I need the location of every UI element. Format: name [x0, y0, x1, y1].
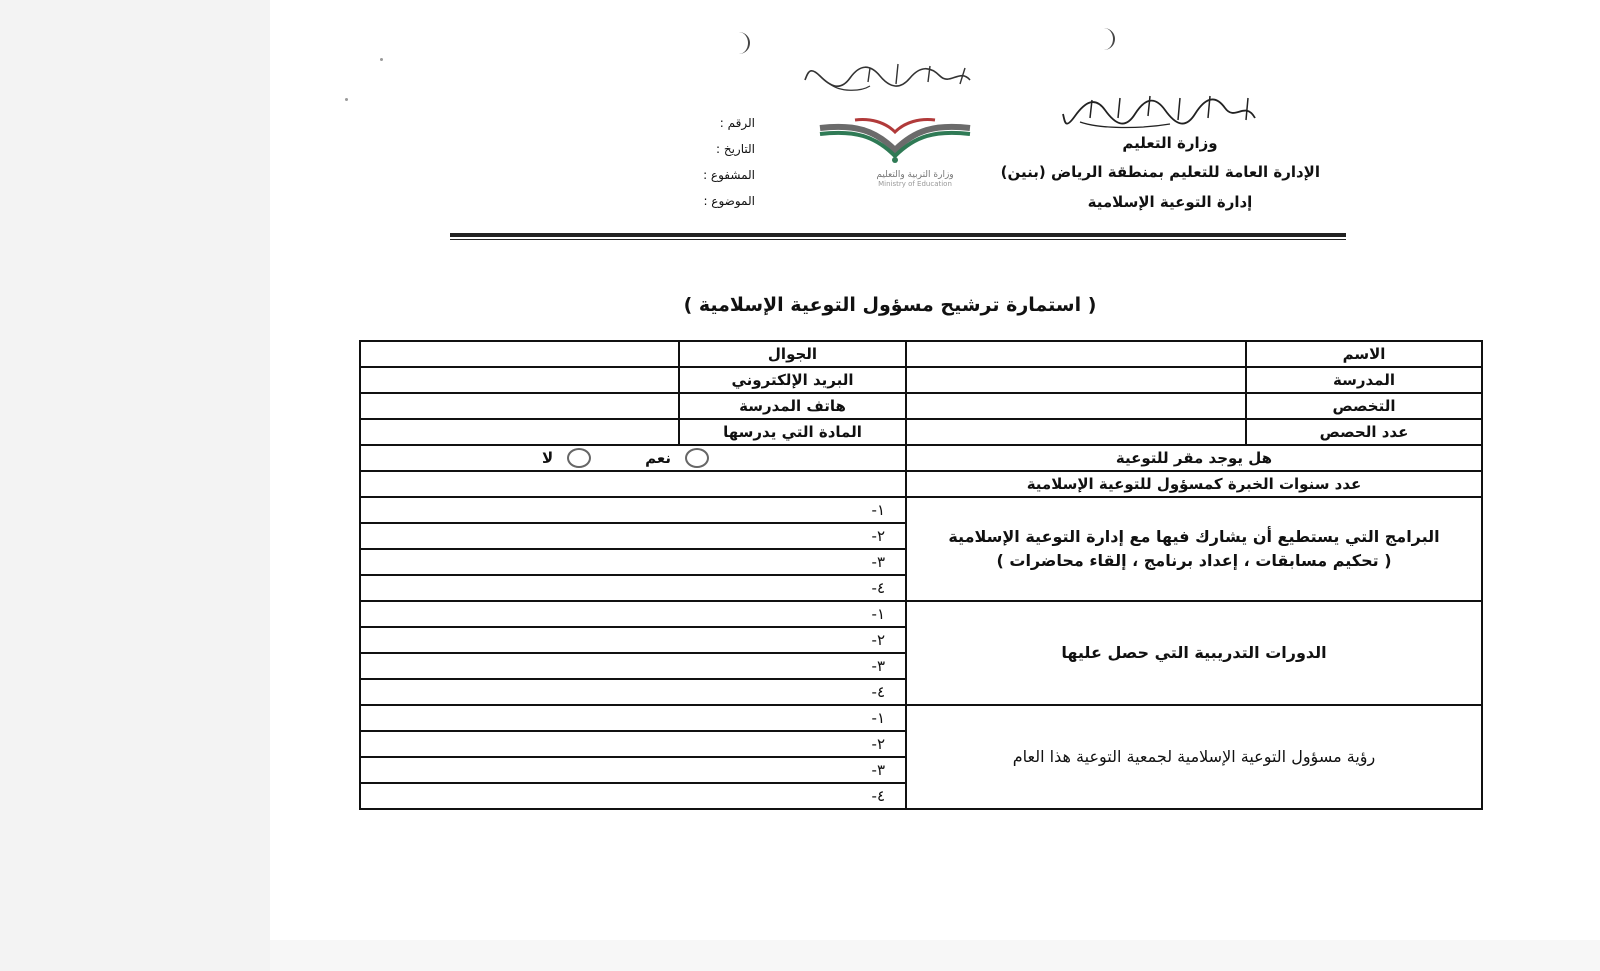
date-label: التاريخ :	[715, 142, 755, 156]
ministry-name: وزارة التعليم	[1122, 134, 1218, 152]
table-row	[360, 393, 1482, 419]
header-rule-thin	[450, 239, 1346, 240]
logo-text-en: Ministry of Education	[878, 180, 952, 188]
school-field[interactable]	[906, 367, 1246, 393]
vision-item-2[interactable]: ٢-	[360, 731, 906, 757]
programs-item-1[interactable]: ١-	[360, 497, 906, 523]
courses-item-1[interactable]: ١-	[360, 601, 906, 627]
table-row	[360, 367, 1482, 393]
courses-item-4[interactable]: ٤-	[360, 679, 906, 705]
reference-fields	[615, 110, 755, 214]
number-label: الرقم :	[719, 116, 755, 130]
table-row	[360, 705, 1482, 731]
attachments-label: المشفوع :	[703, 168, 755, 182]
email-label: البريد الإلكتروني	[679, 367, 906, 393]
directorate-name: الإدارة العامة للتعليم بمنطقة الرياض (بنين)	[1000, 163, 1320, 181]
school-phone-label: هاتف المدرسة	[679, 393, 906, 419]
courses-label: الدورات التدريبية التي حصل عليها	[906, 601, 1482, 705]
mobile-label: الجوال	[679, 341, 906, 367]
no-radio[interactable]	[567, 448, 591, 468]
courses-item-2[interactable]: ٢-	[360, 627, 906, 653]
programs-label	[906, 497, 1482, 601]
table-row	[360, 497, 1482, 523]
programs-item-3[interactable]: ٣-	[360, 549, 906, 575]
table-row	[360, 601, 1482, 627]
vision-item-1[interactable]: ١-	[360, 705, 906, 731]
no-label: لا	[541, 449, 554, 467]
name-field[interactable]	[906, 341, 1246, 367]
programs-item-2[interactable]: ٢-	[360, 523, 906, 549]
vision-item-3[interactable]: ٣-	[360, 757, 906, 783]
header-rule-thick	[450, 233, 1346, 237]
email-field[interactable]	[360, 367, 679, 393]
scan-speck	[380, 58, 383, 61]
subject-label: الموضوع :	[703, 194, 755, 208]
subject-taught-label: المادة التي يدرسها	[679, 419, 906, 445]
school-label: المدرسة	[1246, 367, 1482, 393]
form-title: ( استمارة ترشيح مسؤول التوعية الإسلامية )	[683, 294, 1097, 316]
kingdom-calligraphy	[1060, 92, 1260, 130]
experience-years-label: عدد سنوات الخبرة كمسؤول للتوعية الإسلامية	[906, 471, 1482, 497]
department-name: إدارة التوعية الإسلامية	[1087, 193, 1253, 211]
school-phone-field[interactable]	[360, 393, 679, 419]
name-label: الاسم	[1246, 341, 1482, 367]
experience-years-field[interactable]	[360, 471, 906, 497]
programs-label-line2: ( تحكيم مسابقات ، إعداد برنامج ، إلقاء محاضرات )	[996, 551, 1392, 570]
programs-item-4[interactable]: ٤-	[360, 575, 906, 601]
logo-text-ar: وزارة التربية والتعليم	[876, 170, 954, 180]
scan-bottom-strip	[270, 940, 1600, 971]
table-row	[360, 445, 1482, 471]
basmala-calligraphy	[800, 58, 980, 94]
has-hq-options	[360, 445, 906, 471]
nomination-form-table	[359, 340, 1483, 810]
periods-field[interactable]	[906, 419, 1246, 445]
table-row	[360, 471, 1482, 497]
table-row	[360, 341, 1482, 367]
specialization-field[interactable]	[906, 393, 1246, 419]
courses-item-3[interactable]: ٣-	[360, 653, 906, 679]
vision-label: رؤية مسؤول التوعية الإسلامية لجمعية التوعية هذا العام	[906, 705, 1482, 809]
has-hq-label: هل يوجد مقر للتوعية	[906, 445, 1482, 471]
programs-label-line1: البرامج التي يستطيع أن يشارك فيها مع إدارة التوعية الإسلامية	[948, 527, 1440, 546]
yes-label: نعم	[645, 449, 671, 467]
table-row	[360, 419, 1482, 445]
scan-speck	[345, 98, 348, 101]
vision-item-4[interactable]: ٤-	[360, 783, 906, 809]
yes-radio[interactable]	[685, 448, 709, 468]
specialization-label: التخصص	[1246, 393, 1482, 419]
periods-label: عدد الحصص	[1246, 419, 1482, 445]
mobile-field[interactable]	[360, 341, 679, 367]
subject-taught-field[interactable]	[360, 419, 679, 445]
